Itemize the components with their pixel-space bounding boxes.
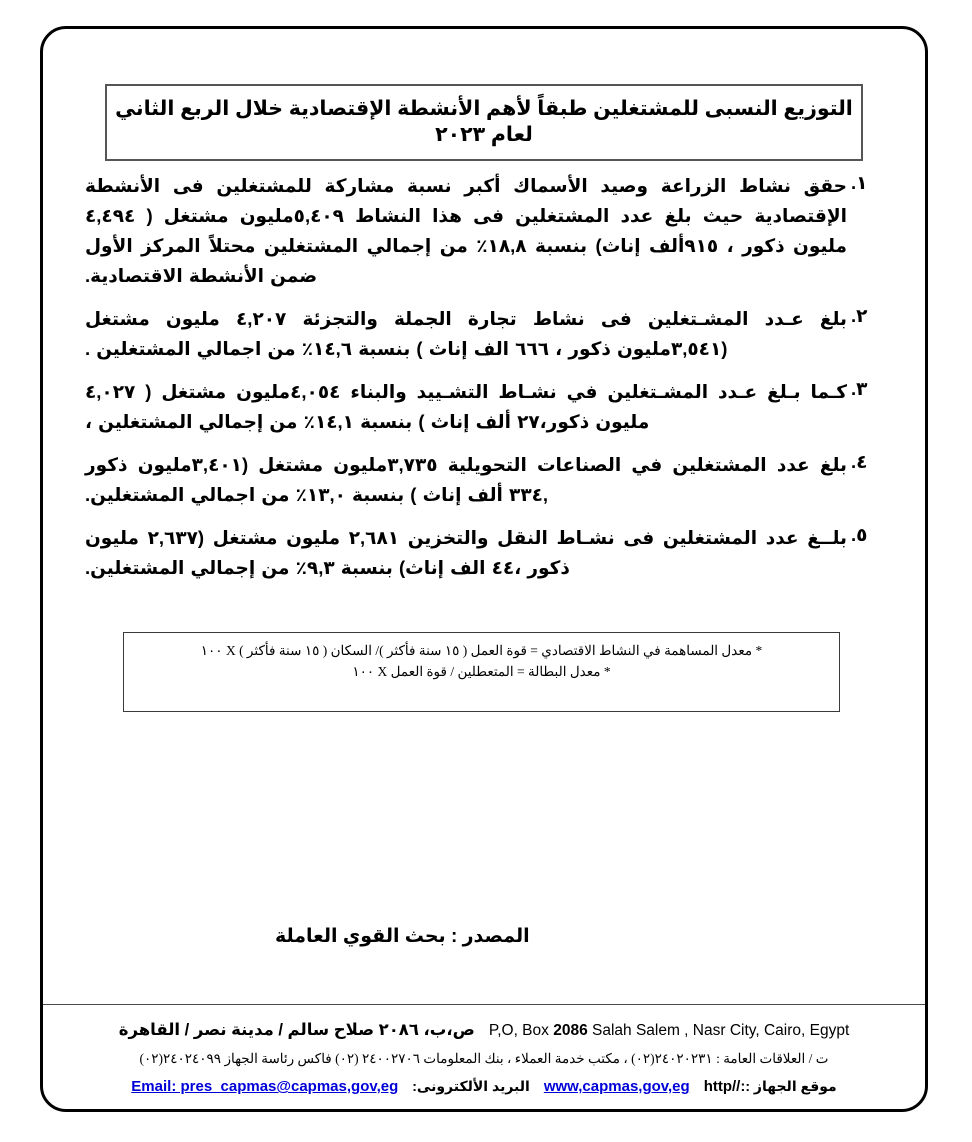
footer-http-prefix: http//:	[703, 1078, 746, 1096]
list-item-text: بلــغ عدد المشتغلين فى نشـاط النقل والتخزين ٢,٦٨١ مليون مشتغل (٢,٦٣٧ مليون ذكور ،٤٤ الف إناث) بنسبة ٩,٣٪ من إجمالي المشتغلين.	[85, 526, 847, 578]
footer-address-en-pre: P,O, Box	[488, 1022, 554, 1039]
definition-unemployment-rate: * معدل البطالة = المتعطلين / قوة العمل X ١٠٠	[352, 663, 611, 679]
footer-po-box-number: 2086	[553, 1022, 588, 1039]
website-link[interactable]: www,capmas,gov,eg	[543, 1078, 690, 1096]
list-item	[85, 171, 885, 291]
footer-address-line	[43, 1019, 925, 1042]
list-item-number: ٢.	[851, 304, 868, 326]
list-item-number: ٥.	[851, 523, 868, 545]
page-footer	[43, 1004, 925, 1109]
list-item-number: ٤.	[851, 450, 868, 472]
source-row	[105, 925, 863, 948]
footer-address-arabic: ص،ب، ٢٠٨٦ صلاح سالم / مدينة نصر / القاهرة	[118, 1021, 475, 1039]
list-item	[85, 304, 885, 364]
list-item-text: كـما بـلغ عـدد المشـتغلين في نشـاط التشـييد والبناء ٤,٠٥٤مليون مشتغل ( ٤,٠٢٧ مليون ذكور،٢٧ ألف إناث ) بنسبة ١٤,١٪ من إجمالي المشتغلين ،	[85, 380, 847, 432]
footer-phones-line: ت / العلاقات العامة : ٢٤٠٢٠٢٣١(٠٢) ، مكتب خدمة العملاء ، بنك المعلومات ٢٤٠٠٢٧٠٦ (٠٢) فاكس رئاسة الجهاز ٢٤٠٢٤٠٩٩(٠٢)	[139, 1050, 829, 1066]
definitions-box	[123, 632, 840, 712]
list-item-text: بلغ عـدد المشـتغلين فى نشاط تجارة الجملة والتجزئة ٤,٢٠٧ مليون مشتغل (٣,٥٤١مليون ذكور ، ٦٦٦ الف إناث ) بنسبة ١٤,٦٪ من اجمالي المشتغلين .	[85, 307, 847, 359]
list-item-number: ٣.	[851, 377, 868, 399]
email-link[interactable]: Email: pres_capmas@capmas,gov,eg	[131, 1078, 399, 1096]
list-item	[85, 377, 885, 437]
list-item-text: حقق نشاط الزراعة وصيد الأسماك أكبر نسبة مشاركة للمشتغلين فى الأنشطة الإقتصادية حيث بلغ عدد المشتغلين فى هذا النشاط ٥,٤٠٩مليون مشتغل ( ٤,٤٩٤ مليون ذكور ، ٩١٥ألف إناث) بنسبة ١٨,٨٪ من إجمالي المشتغلين محتلاً المركز الأول ضمن الأنشطة الاقتصادية.	[85, 175, 848, 286]
source-label: المصدر : بحث القوي العاملة	[275, 926, 530, 947]
definition-participation-rate: * معدل المساهمة في النشاط الاقتصادي = قوة العمل ( ١٥ سنة فأكثر )/ السكان ( ١٥ سنة فأكثر ) X ١٠٠	[200, 643, 763, 658]
footer-email-label: البريد الألكترونى:	[412, 1078, 530, 1095]
footer-contact-line	[43, 1077, 925, 1098]
list-item-number: ١.	[851, 172, 868, 193]
title-box	[105, 84, 863, 161]
page-title: التوزيع النسبى للمشتغلين طبقاً لأهم الأنشطة الإقتصادية خلال الربع الثاني لعام ٢٠٢٣	[115, 97, 853, 146]
footer-address-en-post: Salah Salem , Nasr City, Cairo, Egypt	[587, 1022, 850, 1039]
footer-address-english	[489, 1021, 849, 1042]
document-content	[43, 29, 925, 1109]
document-page	[40, 26, 928, 1112]
list-item	[85, 523, 885, 583]
findings-list	[85, 171, 885, 596]
footer-website-label: موقع الجهاز :	[745, 1078, 837, 1095]
list-item-text: بلغ عدد المشتغلين في الصناعات التحويلية ٣,٧٣٥مليون مشتغل (٣,٤٠١مليون ذكور ,٣٣٤ ألف إناث ) بنسبة ١٣,٠٪ من اجمالي المشتغلين.	[85, 453, 847, 505]
list-item	[85, 450, 885, 510]
